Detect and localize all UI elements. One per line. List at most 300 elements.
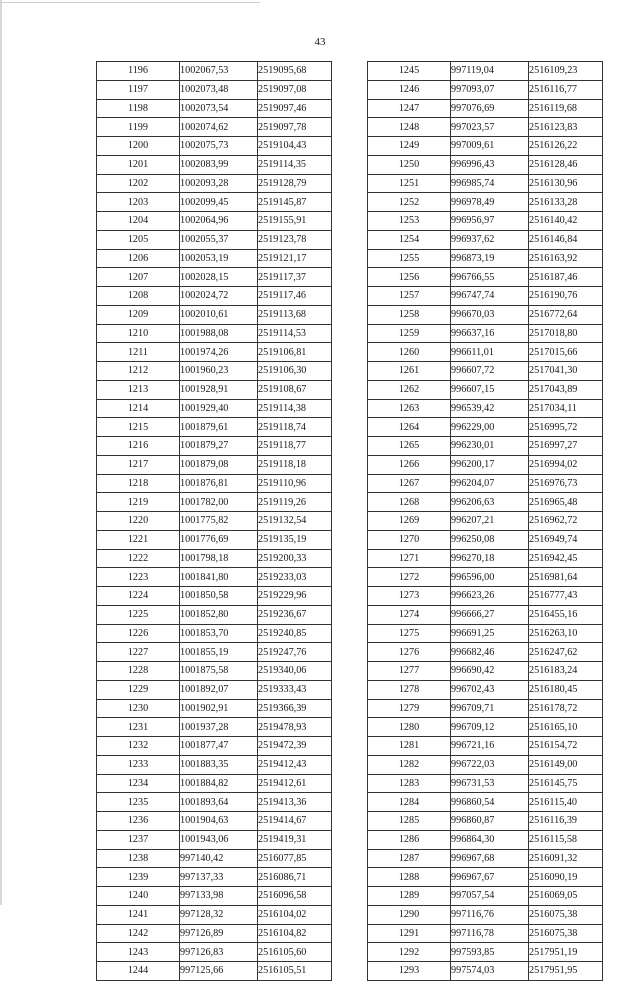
point-number-cell: 1269: [368, 512, 451, 531]
table-row: [368, 493, 603, 512]
y-coordinate-cell: 2519128,79: [258, 174, 332, 193]
y-coordinate-cell: 2516455,16: [529, 605, 603, 624]
point-number-cell: 1266: [368, 455, 451, 474]
point-number-cell: 1218: [97, 474, 180, 493]
x-coordinate-cell: 997133,98: [180, 887, 258, 906]
table-row: [97, 380, 332, 399]
y-coordinate-cell: 2516976,73: [529, 474, 603, 493]
x-coordinate-cell: 996709,71: [451, 699, 529, 718]
y-coordinate-cell: 2519095,68: [258, 62, 332, 81]
table-row: [97, 512, 332, 531]
point-number-cell: 1225: [97, 605, 180, 624]
point-number-cell: 1246: [368, 80, 451, 99]
point-number-cell: 1214: [97, 399, 180, 418]
point-number-cell: 1204: [97, 212, 180, 231]
x-coordinate-cell: 996539,42: [451, 399, 529, 418]
point-number-cell: 1280: [368, 718, 451, 737]
point-number-cell: 1205: [97, 230, 180, 249]
y-coordinate-cell: 2516263,10: [529, 624, 603, 643]
table-row: [368, 399, 603, 418]
x-coordinate-cell: 996200,17: [451, 455, 529, 474]
table-row: [368, 380, 603, 399]
point-number-cell: 1286: [368, 830, 451, 849]
y-coordinate-cell: 2516146,84: [529, 230, 603, 249]
point-number-cell: 1256: [368, 268, 451, 287]
table-row: [97, 924, 332, 943]
table-row: [368, 512, 603, 531]
point-number-cell: 1271: [368, 549, 451, 568]
y-coordinate-cell: 2519123,78: [258, 230, 332, 249]
x-coordinate-cell: 1002055,37: [180, 230, 258, 249]
point-number-cell: 1283: [368, 774, 451, 793]
x-coordinate-cell: 996229,00: [451, 418, 529, 437]
y-coordinate-cell: 2519110,96: [258, 474, 332, 493]
y-coordinate-cell: 2516115,58: [529, 830, 603, 849]
table-row: [97, 62, 332, 81]
point-number-cell: 1259: [368, 324, 451, 343]
point-number-cell: 1198: [97, 99, 180, 118]
point-number-cell: 1226: [97, 624, 180, 643]
x-coordinate-cell: 1002010,61: [180, 305, 258, 324]
point-number-cell: 1228: [97, 662, 180, 681]
y-coordinate-cell: 2519135,19: [258, 530, 332, 549]
table-row: [97, 118, 332, 137]
table-row: [97, 343, 332, 362]
y-coordinate-cell: 2516145,75: [529, 774, 603, 793]
y-coordinate-cell: 2519104,43: [258, 137, 332, 156]
table-row: [97, 155, 332, 174]
point-number-cell: 1223: [97, 568, 180, 587]
table-row: [368, 962, 603, 981]
table-row: [97, 643, 332, 662]
x-coordinate-cell: 1002083,99: [180, 155, 258, 174]
x-coordinate-cell: 996206,63: [451, 493, 529, 512]
table-row: [97, 662, 332, 681]
table-row: [368, 155, 603, 174]
point-number-cell: 1247: [368, 99, 451, 118]
table-row: [368, 905, 603, 924]
x-coordinate-cell: 996747,74: [451, 287, 529, 306]
y-coordinate-cell: 2516075,38: [529, 905, 603, 924]
y-coordinate-cell: 2519114,35: [258, 155, 332, 174]
x-coordinate-cell: 1002099,45: [180, 193, 258, 212]
x-coordinate-cell: 997126,89: [180, 924, 258, 943]
x-coordinate-cell: 996204,07: [451, 474, 529, 493]
point-number-cell: 1249: [368, 137, 451, 156]
y-coordinate-cell: 2516086,71: [258, 868, 332, 887]
point-number-cell: 1245: [368, 62, 451, 81]
table-row: [97, 268, 332, 287]
table-row: [368, 568, 603, 587]
y-coordinate-cell: 2519333,43: [258, 680, 332, 699]
y-coordinate-cell: 2516123,83: [529, 118, 603, 137]
table-row: [97, 962, 332, 981]
table-row: [368, 549, 603, 568]
table-row: [368, 118, 603, 137]
y-coordinate-cell: 2516180,45: [529, 680, 603, 699]
x-coordinate-cell: 997125,66: [180, 962, 258, 981]
table-row: [368, 174, 603, 193]
table-row: [368, 62, 603, 81]
x-coordinate-cell: 1001875,58: [180, 662, 258, 681]
y-coordinate-cell: 2516109,23: [529, 62, 603, 81]
point-number-cell: 1202: [97, 174, 180, 193]
table-row: [368, 699, 603, 718]
x-coordinate-cell: 996691,25: [451, 624, 529, 643]
table-row: [97, 305, 332, 324]
table-row: [368, 474, 603, 493]
point-number-cell: 1285: [368, 812, 451, 831]
x-coordinate-cell: 996670,03: [451, 305, 529, 324]
x-coordinate-cell: 997126,83: [180, 943, 258, 962]
table-row: [97, 755, 332, 774]
y-coordinate-cell: 2516119,68: [529, 99, 603, 118]
point-number-cell: 1200: [97, 137, 180, 156]
y-coordinate-cell: 2519229,96: [258, 587, 332, 606]
y-coordinate-cell: 2519200,33: [258, 549, 332, 568]
y-coordinate-cell: 2516190,76: [529, 287, 603, 306]
table-row: [368, 437, 603, 456]
point-number-cell: 1219: [97, 493, 180, 512]
point-number-cell: 1236: [97, 812, 180, 831]
point-number-cell: 1250: [368, 155, 451, 174]
table-row: [97, 905, 332, 924]
y-coordinate-cell: 2516997,27: [529, 437, 603, 456]
y-coordinate-cell: 2519106,30: [258, 362, 332, 381]
y-coordinate-cell: 2519145,87: [258, 193, 332, 212]
y-coordinate-cell: 2516154,72: [529, 737, 603, 756]
y-coordinate-cell: 2519240,85: [258, 624, 332, 643]
table-row: [368, 362, 603, 381]
table-row: [368, 774, 603, 793]
point-number-cell: 1268: [368, 493, 451, 512]
point-number-cell: 1212: [97, 362, 180, 381]
x-coordinate-cell: 997023,57: [451, 118, 529, 137]
x-coordinate-cell: 996666,27: [451, 605, 529, 624]
x-coordinate-cell: 997057,54: [451, 887, 529, 906]
y-coordinate-cell: 2519413,36: [258, 793, 332, 812]
y-coordinate-cell: 2519117,46: [258, 287, 332, 306]
y-coordinate-cell: 2519472,39: [258, 737, 332, 756]
x-coordinate-cell: 996864,30: [451, 830, 529, 849]
x-coordinate-cell: 996873,19: [451, 249, 529, 268]
x-coordinate-cell: 996207,21: [451, 512, 529, 531]
x-coordinate-cell: 1002073,54: [180, 99, 258, 118]
y-coordinate-cell: 2516069,05: [529, 887, 603, 906]
y-coordinate-cell: 2519366,39: [258, 699, 332, 718]
point-number-cell: 1273: [368, 587, 451, 606]
y-coordinate-cell: 2519097,46: [258, 99, 332, 118]
point-number-cell: 1216: [97, 437, 180, 456]
y-coordinate-cell: 2516140,42: [529, 212, 603, 231]
x-coordinate-cell: 996722,03: [451, 755, 529, 774]
table-row: [368, 605, 603, 624]
x-coordinate-cell: 997116,76: [451, 905, 529, 924]
x-coordinate-cell: 997076,69: [451, 99, 529, 118]
table-row: [97, 287, 332, 306]
x-coordinate-cell: 1001852,80: [180, 605, 258, 624]
table-row: [97, 399, 332, 418]
y-coordinate-cell: 2516995,72: [529, 418, 603, 437]
y-coordinate-cell: 2516126,22: [529, 137, 603, 156]
table-row: [97, 943, 332, 962]
y-coordinate-cell: 2519117,37: [258, 268, 332, 287]
y-coordinate-cell: 2516090,19: [529, 868, 603, 887]
y-coordinate-cell: 2516130,96: [529, 174, 603, 193]
x-coordinate-cell: 996721,16: [451, 737, 529, 756]
table-row: [368, 662, 603, 681]
coordinates-table-right: [367, 61, 603, 981]
y-coordinate-cell: 2519114,53: [258, 324, 332, 343]
point-number-cell: 1265: [368, 437, 451, 456]
point-number-cell: 1291: [368, 924, 451, 943]
table-row: [368, 849, 603, 868]
x-coordinate-cell: 997593,85: [451, 943, 529, 962]
point-number-cell: 1261: [368, 362, 451, 381]
x-coordinate-cell: 1001853,70: [180, 624, 258, 643]
x-coordinate-cell: 996623,26: [451, 587, 529, 606]
table-row: [368, 268, 603, 287]
table-row: [368, 755, 603, 774]
table-row: [368, 887, 603, 906]
table-row: [368, 249, 603, 268]
x-coordinate-cell: 1001879,08: [180, 455, 258, 474]
table-row: [97, 624, 332, 643]
table-row: [368, 137, 603, 156]
x-coordinate-cell: 1001782,00: [180, 493, 258, 512]
point-number-cell: 1238: [97, 849, 180, 868]
table-row: [368, 530, 603, 549]
x-coordinate-cell: 996250,08: [451, 530, 529, 549]
y-coordinate-cell: 2519106,81: [258, 343, 332, 362]
point-number-cell: 1231: [97, 718, 180, 737]
table-row: [368, 193, 603, 212]
x-coordinate-cell: 1001775,82: [180, 512, 258, 531]
point-number-cell: 1279: [368, 699, 451, 718]
x-coordinate-cell: 997119,04: [451, 62, 529, 81]
y-coordinate-cell: 2517951,19: [529, 943, 603, 962]
x-coordinate-cell: 1001943,06: [180, 830, 258, 849]
x-coordinate-cell: 996860,87: [451, 812, 529, 831]
x-coordinate-cell: 1002075,73: [180, 137, 258, 156]
point-number-cell: 1262: [368, 380, 451, 399]
y-coordinate-cell: 2519119,26: [258, 493, 332, 512]
point-number-cell: 1196: [97, 62, 180, 81]
x-coordinate-cell: 1002064,96: [180, 212, 258, 231]
table-row: [368, 418, 603, 437]
y-coordinate-cell: 2516116,39: [529, 812, 603, 831]
point-number-cell: 1206: [97, 249, 180, 268]
y-coordinate-cell: 2519114,38: [258, 399, 332, 418]
point-number-cell: 1199: [97, 118, 180, 137]
table-row: [368, 643, 603, 662]
y-coordinate-cell: 2519236,67: [258, 605, 332, 624]
x-coordinate-cell: 1001937,28: [180, 718, 258, 737]
x-coordinate-cell: 1002053,19: [180, 249, 258, 268]
scan-top-line: [0, 2, 260, 3]
x-coordinate-cell: 996682,46: [451, 643, 529, 662]
point-number-cell: 1237: [97, 830, 180, 849]
x-coordinate-cell: 996967,67: [451, 868, 529, 887]
coordinates-table-left: [96, 61, 332, 981]
x-coordinate-cell: 1001988,08: [180, 324, 258, 343]
table-row: [97, 418, 332, 437]
table-row: [97, 605, 332, 624]
x-coordinate-cell: 1002067,53: [180, 62, 258, 81]
y-coordinate-cell: 2516105,60: [258, 943, 332, 962]
y-coordinate-cell: 2517034,11: [529, 399, 603, 418]
point-number-cell: 1267: [368, 474, 451, 493]
table-row: [97, 230, 332, 249]
table-row: [97, 887, 332, 906]
table-row: [97, 587, 332, 606]
point-number-cell: 1248: [368, 118, 451, 137]
y-coordinate-cell: 2516104,02: [258, 905, 332, 924]
table-row: [97, 699, 332, 718]
y-coordinate-cell: 2516091,32: [529, 849, 603, 868]
point-number-cell: 1253: [368, 212, 451, 231]
y-coordinate-cell: 2519478,93: [258, 718, 332, 737]
y-coordinate-cell: 2517951,95: [529, 962, 603, 981]
point-number-cell: 1292: [368, 943, 451, 962]
point-number-cell: 1276: [368, 643, 451, 662]
point-number-cell: 1274: [368, 605, 451, 624]
table-row: [97, 493, 332, 512]
y-coordinate-cell: 2516096,58: [258, 887, 332, 906]
x-coordinate-cell: 996937,62: [451, 230, 529, 249]
y-coordinate-cell: 2516163,92: [529, 249, 603, 268]
x-coordinate-cell: 1001879,61: [180, 418, 258, 437]
x-coordinate-cell: 1001798,18: [180, 549, 258, 568]
x-coordinate-cell: 996956,97: [451, 212, 529, 231]
y-coordinate-cell: 2519412,43: [258, 755, 332, 774]
x-coordinate-cell: 996996,43: [451, 155, 529, 174]
y-coordinate-cell: 2516115,40: [529, 793, 603, 812]
x-coordinate-cell: 1001902,91: [180, 699, 258, 718]
point-number-cell: 1224: [97, 587, 180, 606]
point-number-cell: 1282: [368, 755, 451, 774]
x-coordinate-cell: 1002024,72: [180, 287, 258, 306]
x-coordinate-cell: 1001892,07: [180, 680, 258, 699]
table-row: [368, 812, 603, 831]
point-number-cell: 1197: [97, 80, 180, 99]
point-number-cell: 1230: [97, 699, 180, 718]
x-coordinate-cell: 996611,01: [451, 343, 529, 362]
point-number-cell: 1213: [97, 380, 180, 399]
table-row: [97, 680, 332, 699]
table-row: [97, 437, 332, 456]
table-row: [97, 137, 332, 156]
table-row: [97, 80, 332, 99]
page-number: 43: [314, 36, 326, 48]
y-coordinate-cell: 2519108,67: [258, 380, 332, 399]
table-row: [97, 737, 332, 756]
table-row: [368, 305, 603, 324]
x-coordinate-cell: 1002093,28: [180, 174, 258, 193]
x-coordinate-cell: 1001855,19: [180, 643, 258, 662]
x-coordinate-cell: 996985,74: [451, 174, 529, 193]
table-row: [368, 737, 603, 756]
x-coordinate-cell: 1001929,40: [180, 399, 258, 418]
point-number-cell: 1293: [368, 962, 451, 981]
point-number-cell: 1229: [97, 680, 180, 699]
y-coordinate-cell: 2519121,17: [258, 249, 332, 268]
y-coordinate-cell: 2519118,74: [258, 418, 332, 437]
table-row: [368, 287, 603, 306]
table-row: [368, 793, 603, 812]
table-row: [97, 830, 332, 849]
y-coordinate-cell: 2519419,31: [258, 830, 332, 849]
point-number-cell: 1222: [97, 549, 180, 568]
point-number-cell: 1277: [368, 662, 451, 681]
y-coordinate-cell: 2519414,67: [258, 812, 332, 831]
x-coordinate-cell: 1001893,64: [180, 793, 258, 812]
x-coordinate-cell: 996607,72: [451, 362, 529, 381]
point-number-cell: 1287: [368, 849, 451, 868]
x-coordinate-cell: 1002074,62: [180, 118, 258, 137]
point-number-cell: 1284: [368, 793, 451, 812]
x-coordinate-cell: 996766,55: [451, 268, 529, 287]
y-coordinate-cell: 2519113,68: [258, 305, 332, 324]
y-coordinate-cell: 2516962,72: [529, 512, 603, 531]
point-number-cell: 1243: [97, 943, 180, 962]
y-coordinate-cell: 2516994,02: [529, 455, 603, 474]
point-number-cell: 1278: [368, 680, 451, 699]
table-row: [97, 362, 332, 381]
y-coordinate-cell: 2516178,72: [529, 699, 603, 718]
x-coordinate-cell: 1001841,80: [180, 568, 258, 587]
y-coordinate-cell: 2516075,38: [529, 924, 603, 943]
x-coordinate-cell: 996702,43: [451, 680, 529, 699]
y-coordinate-cell: 2516077,85: [258, 849, 332, 868]
table-row: [368, 212, 603, 231]
point-number-cell: 1264: [368, 418, 451, 437]
point-number-cell: 1257: [368, 287, 451, 306]
y-coordinate-cell: 2516772,64: [529, 305, 603, 324]
y-coordinate-cell: 2519155,91: [258, 212, 332, 231]
y-coordinate-cell: 2516133,28: [529, 193, 603, 212]
y-coordinate-cell: 2519097,08: [258, 80, 332, 99]
point-number-cell: 1270: [368, 530, 451, 549]
point-number-cell: 1260: [368, 343, 451, 362]
table-row: [368, 680, 603, 699]
y-coordinate-cell: 2516116,77: [529, 80, 603, 99]
y-coordinate-cell: 2516187,46: [529, 268, 603, 287]
point-number-cell: 1290: [368, 905, 451, 924]
point-number-cell: 1220: [97, 512, 180, 531]
table-row: [97, 455, 332, 474]
table-row: [368, 455, 603, 474]
table-row: [368, 624, 603, 643]
y-coordinate-cell: 2519412,61: [258, 774, 332, 793]
table-row: [97, 568, 332, 587]
x-coordinate-cell: 996860,54: [451, 793, 529, 812]
point-number-cell: 1240: [97, 887, 180, 906]
point-number-cell: 1288: [368, 868, 451, 887]
y-coordinate-cell: 2516247,62: [529, 643, 603, 662]
y-coordinate-cell: 2519097,78: [258, 118, 332, 137]
table-row: [368, 924, 603, 943]
table-row: [97, 324, 332, 343]
point-number-cell: 1272: [368, 568, 451, 587]
y-coordinate-cell: 2519132,54: [258, 512, 332, 531]
point-number-cell: 1239: [97, 868, 180, 887]
y-coordinate-cell: 2517015,66: [529, 343, 603, 362]
point-number-cell: 1275: [368, 624, 451, 643]
point-number-cell: 1211: [97, 343, 180, 362]
table-row: [97, 212, 332, 231]
table-row: [97, 474, 332, 493]
